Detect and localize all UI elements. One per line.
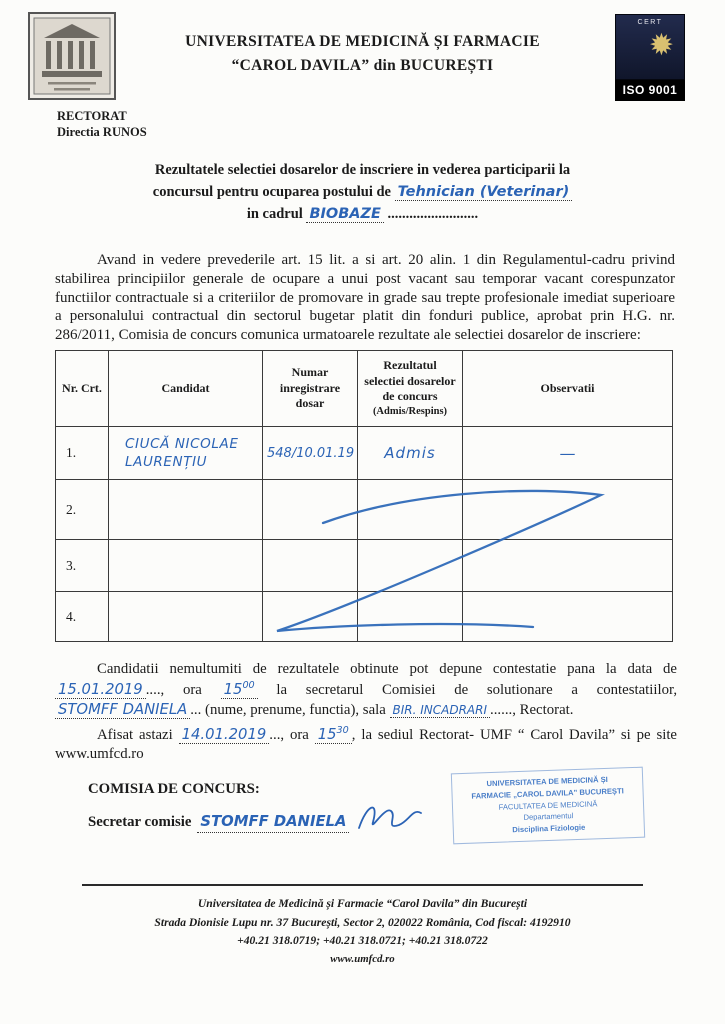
contest-text-5: ......, Rectorat. (490, 702, 574, 719)
contest-hour-value: 15 (223, 680, 243, 698)
contest-room-handwritten: BIR. INCADRARI (390, 703, 491, 718)
cell-numar-3 (263, 540, 358, 592)
header-candidat: Candidat (109, 351, 263, 427)
cell-rezultat-1: Admis (358, 427, 463, 480)
cell-candidat-3 (109, 540, 263, 592)
office-directia: Directia RUNOS (57, 125, 147, 140)
cell-nr-4: 4. (56, 592, 109, 642)
posted-text-2: ..., ora (269, 726, 309, 743)
stamp-line5: Disciplina Fiziologie (512, 822, 586, 835)
website-text: www.umfcd.ro (55, 746, 144, 763)
footer-address: Strada Dionisie Lupu nr. 37 București, Sector 2, 020022 România, Cod fiscal: 4192910 (154, 915, 571, 929)
issuing-office (57, 108, 147, 141)
secretary-row (88, 804, 427, 842)
cell-candidat-2 (109, 480, 263, 540)
doc-title-line1: Rezultatele selectiei dosarelor de inscriere in vederea participarii la (154, 162, 571, 178)
intro-paragraph: Avand in vedere prevederile art. 15 lit. a si art. 20 alin. 1 din Regulamentul-cadru privind stabilirea principiilor generale de ocupare a unui post vacant sau temporar vacant corespunzator functiilor contractuale si a criteriilor de promovare in grade sau trepte profesionale imediat superioare a personalului contractual din sectorul bugetar platit din fonduri publice, aprobat prin H.G. nr. 286/2011, Comisia de concurs comunica urmatoarele rezultate ale selectiei dosarelor de inscriere: (55, 252, 675, 343)
contest-hour-handwritten (221, 681, 258, 699)
document-footer (82, 884, 643, 968)
contest-date-handwritten: 15.01.2019 (55, 681, 146, 699)
header-rezultat-sub: (Admis/Respins) (372, 406, 448, 418)
cell-observatii-3 (463, 540, 673, 592)
posted-paragraph (55, 725, 677, 765)
university-name-line1: UNIVERSITATEA DE MEDICINĂ ȘI FARMACIE (185, 33, 540, 50)
contest-text-3: la secretarul Comisiei de solutionare a contestatiilor, (276, 681, 678, 698)
table-row-2 (56, 480, 673, 540)
iso-certification-badge (615, 14, 685, 101)
cell-observatii-2 (463, 480, 673, 540)
contestation-paragraph (55, 660, 677, 721)
cell-nr-2: 2. (56, 480, 109, 540)
contest-hour-sup: 00 (242, 679, 255, 691)
doc-title-line2 (80, 182, 645, 204)
contest-text-4: ... (nume, prenume, functia), sala (190, 702, 386, 719)
office-rectorat: RECTORAT (57, 109, 127, 123)
candidate-name-line1: CIUCĂ NICOLAE (125, 435, 239, 452)
table-row-3 (56, 540, 673, 592)
university-logo (28, 12, 116, 100)
commission-title: COMISIA DE CONCURS: (88, 781, 260, 797)
contest-text-2: ...., ora (145, 681, 202, 698)
doc-title-line3 (80, 204, 645, 226)
posted-date-handwritten: 14.01.2019 (179, 726, 270, 744)
header-numar-inregistrare: Numar inregistrare dosar (263, 351, 358, 427)
position-fill-handwritten: Tehnician (Veterinar) (395, 184, 573, 201)
posted-text-1: Afisat astazi (97, 726, 173, 743)
cert-medal-icon: ✹ (648, 29, 674, 62)
cell-observatii-4 (463, 592, 673, 642)
cert-badge-emblem (615, 14, 685, 80)
results-table-wrapper (55, 350, 672, 642)
commission-section (88, 780, 427, 842)
cell-nr-3: 3. (56, 540, 109, 592)
results-table (55, 350, 673, 642)
doc-title-line3-dots: ......................... (387, 205, 479, 222)
cell-rezultat-4 (358, 592, 463, 642)
cell-rezultat-2 (358, 480, 463, 540)
header-rezultat (358, 351, 463, 427)
contest-text-1: Candidatii nemultumiti de rezultatele obtinute pot depune contestatie pana la data de (97, 661, 677, 677)
stamp-line4: Departamentul (523, 811, 574, 823)
university-name-line2: “CAROL DAVILA” din BUCUREȘTI (231, 57, 494, 75)
header-nr-crt: Nr. Crt. (56, 351, 109, 427)
footer-university-name: Universitatea de Medicină și Farmacie “Carol Davila” din București (197, 897, 528, 910)
doc-title-line3-text: in cadrul (246, 205, 303, 222)
document-title (80, 160, 645, 225)
candidate-name-line2: LAURENȚIU (125, 454, 208, 470)
cell-numar-4 (263, 592, 358, 642)
doc-title-line2-text: concursul pentru ocuparea postului de (152, 183, 391, 200)
iso-9001-label: ISO 9001 (615, 80, 685, 101)
cell-rezultat-3 (358, 540, 463, 592)
posted-hour-sup: 30 (336, 724, 349, 736)
university-name (140, 30, 585, 78)
university-seal-image (28, 12, 116, 100)
stamp-line2: FARMACIE „CAROL DAVILA” BUCUREȘTI (471, 786, 624, 801)
secretary-label: Secretar comisie (88, 813, 192, 830)
footer-website: www.umfcd.ro (330, 952, 395, 965)
department-fill-handwritten: BIOBAZE (306, 206, 383, 223)
footer-phones: +40.21 318.0719; +40.21 318.0721; +40.21 318.0722 (237, 934, 488, 948)
secretary-signature (355, 798, 427, 836)
table-row-4 (56, 592, 673, 642)
header-observatii: Observatii (463, 351, 673, 427)
contestation-section (55, 660, 677, 769)
contest-secretary-handwritten: STOMFF DANIELA (55, 701, 190, 719)
institution-stamp (451, 767, 645, 844)
cell-candidat-1 (109, 427, 263, 480)
posted-hour-value: 15 (317, 725, 337, 743)
header-rezultat-main: Rezultatul selectiei dosarelor de concurs (364, 358, 456, 404)
posted-text-3: , la sediul Rectorat- UMF “ Carol Davila” si pe site (351, 726, 678, 743)
stamp-line3: FACULTATEA DE MEDICINĂ (498, 798, 598, 812)
cell-numar-1: 548/10.01.19 (263, 427, 358, 480)
stamp-line1: UNIVERSITATEA DE MEDICINĂ ȘI (486, 774, 608, 789)
table-row-1 (56, 427, 673, 480)
cell-nr-1: 1. (56, 427, 109, 480)
cell-candidat-4 (109, 592, 263, 642)
table-header-row (56, 351, 673, 427)
cert-badge-label: CERT (637, 19, 663, 26)
posted-hour-handwritten (315, 726, 352, 744)
secretary-name-handwritten: STOMFF DANIELA (197, 812, 349, 833)
cell-observatii-1: — (463, 427, 673, 480)
cell-numar-2 (263, 480, 358, 540)
